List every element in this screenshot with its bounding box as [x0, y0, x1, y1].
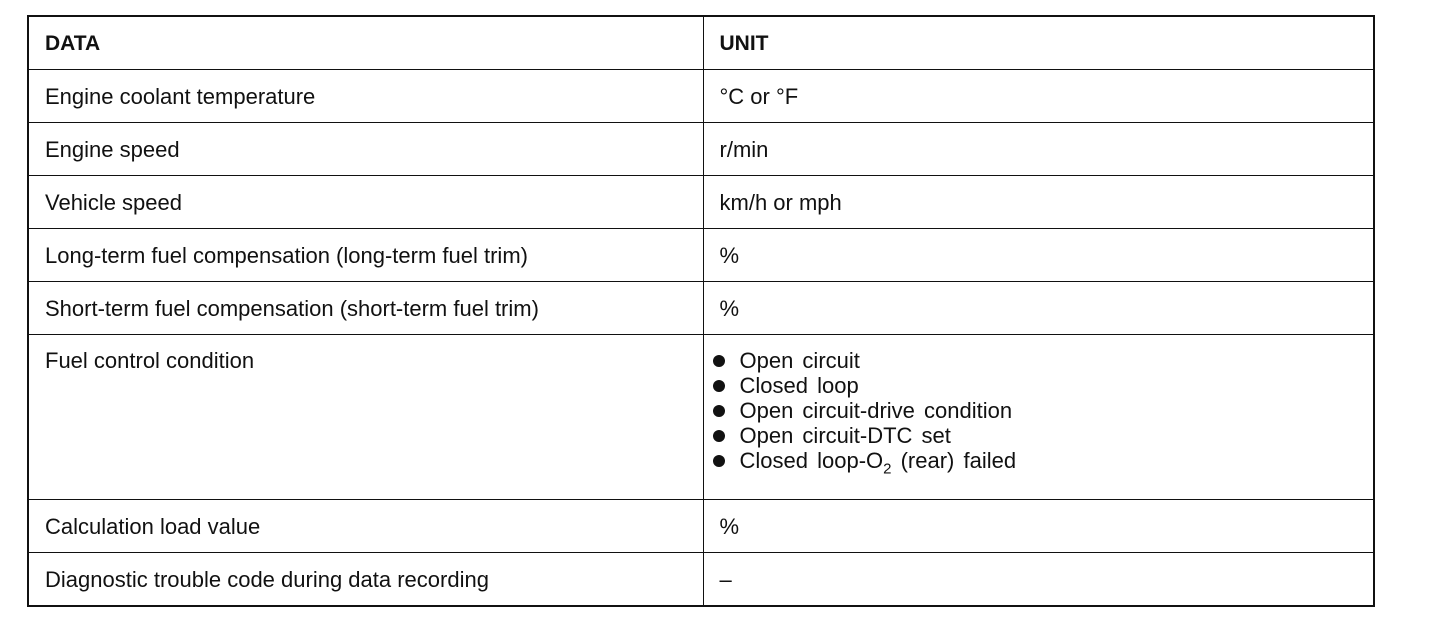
list-item-text: Closed loop-O [739, 448, 884, 473]
list-item [712, 348, 1358, 373]
bullet-icon [713, 455, 725, 467]
bullet-icon [713, 430, 725, 442]
data-cell: Short-term fuel compensation (short-term fuel trim) [28, 282, 703, 335]
data-cell: Diagnostic trouble code during data recording [28, 553, 703, 607]
column-header-unit: UNIT [703, 16, 1374, 70]
column-header-data: DATA [28, 16, 703, 70]
data-unit-table [27, 15, 1375, 607]
bullet-icon [713, 405, 725, 417]
unit-cell: % [703, 500, 1374, 553]
list-item-text: Open circuit-DTC set [739, 423, 951, 448]
table-row [28, 500, 1374, 553]
fuel-control-condition-list [712, 348, 1358, 478]
subscript-text: 2 [883, 460, 892, 478]
list-item-text-after: (rear) failed [891, 448, 1017, 473]
data-cell: Engine coolant temperature [28, 70, 703, 123]
data-cell: Calculation load value [28, 500, 703, 553]
table-row [28, 123, 1374, 176]
list-item-text: Closed loop [739, 373, 859, 398]
bullet-icon [713, 355, 725, 367]
list-item [712, 398, 1358, 423]
bullet-icon [713, 380, 725, 392]
unit-cell: r/min [703, 123, 1374, 176]
list-item [712, 448, 1358, 478]
data-cell: Engine speed [28, 123, 703, 176]
table-row [28, 553, 1374, 607]
table-row [28, 70, 1374, 123]
table-row [28, 335, 1374, 500]
unit-cell: km/h or mph [703, 176, 1374, 229]
unit-cell [703, 335, 1374, 500]
list-item-text: Open circuit-drive condition [739, 398, 1013, 423]
unit-cell: °C or °F [703, 70, 1374, 123]
table-row [28, 229, 1374, 282]
unit-cell: % [703, 229, 1374, 282]
table-row [28, 176, 1374, 229]
data-cell: Long-term fuel compensation (long-term fuel trim) [28, 229, 703, 282]
list-item [712, 423, 1358, 448]
data-cell: Vehicle speed [28, 176, 703, 229]
unit-cell: % [703, 282, 1374, 335]
list-item [712, 373, 1358, 398]
unit-cell: – [703, 553, 1374, 607]
table-row [28, 282, 1374, 335]
data-cell: Fuel control condition [28, 335, 703, 500]
table-header-row [28, 16, 1374, 70]
list-item-text: Open circuit [739, 348, 860, 373]
